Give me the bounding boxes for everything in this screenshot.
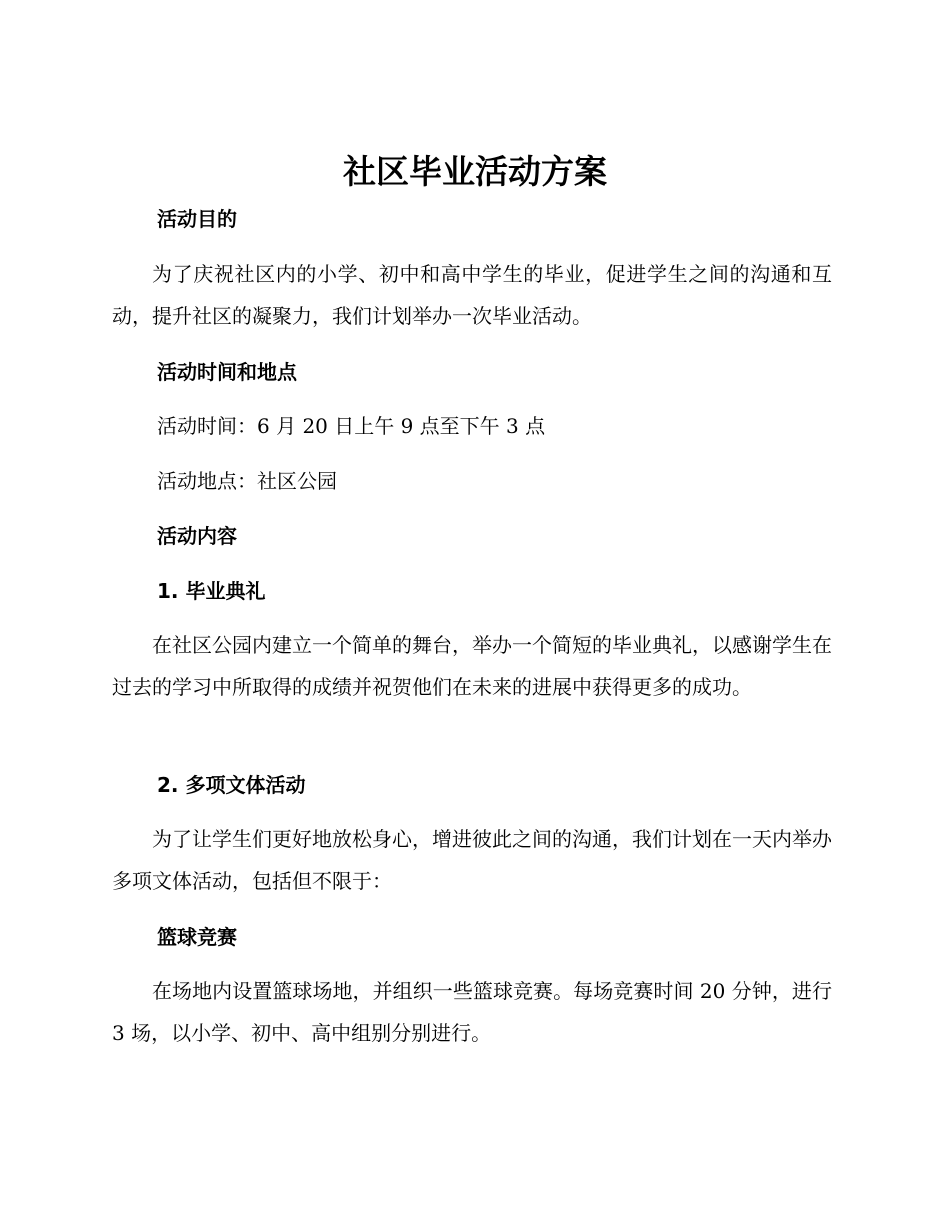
activity-time: 活动时间：6 月 20 日上午 9 点至下午 3 点 [157, 414, 546, 438]
paragraph-purpose: 为了庆祝社区内的小学、初中和高中学生的毕业，促进学生之间的沟通和互动，提升社区的凝聚力，我们计划举办一次毕业活动。 [112, 262, 832, 328]
section-heading-time-place: 活动时间和地点 [157, 360, 297, 384]
subheading-ceremony: 1. 毕业典礼 [157, 579, 266, 603]
paragraph-activities: 为了让学生们更好地放松身心，增进彼此之间的沟通，我们计划在一天内举办多项文体活动，包括但不限于： [112, 827, 832, 893]
paragraph-ceremony: 在社区公园内建立一个简单的舞台，举办一个简短的毕业典礼，以感谢学生在过去的学习中所取得的成绩并祝贺他们在未来的进展中获得更多的成功。 [112, 633, 832, 699]
section-heading-purpose: 活动目的 [157, 207, 237, 231]
paragraph-basketball: 在场地内设置篮球场地，并组织一些篮球竞赛。每场竞赛时间 20 分钟，进行 3 场，以小学、初中、高中组别分别进行。 [112, 979, 832, 1045]
section-heading-content: 活动内容 [157, 524, 237, 548]
subheading-basketball: 篮球竞赛 [157, 925, 237, 949]
page-title: 社区毕业活动方案 [343, 152, 607, 191]
activity-place: 活动地点：社区公园 [157, 469, 337, 493]
subheading-activities: 2. 多项文体活动 [157, 773, 306, 797]
